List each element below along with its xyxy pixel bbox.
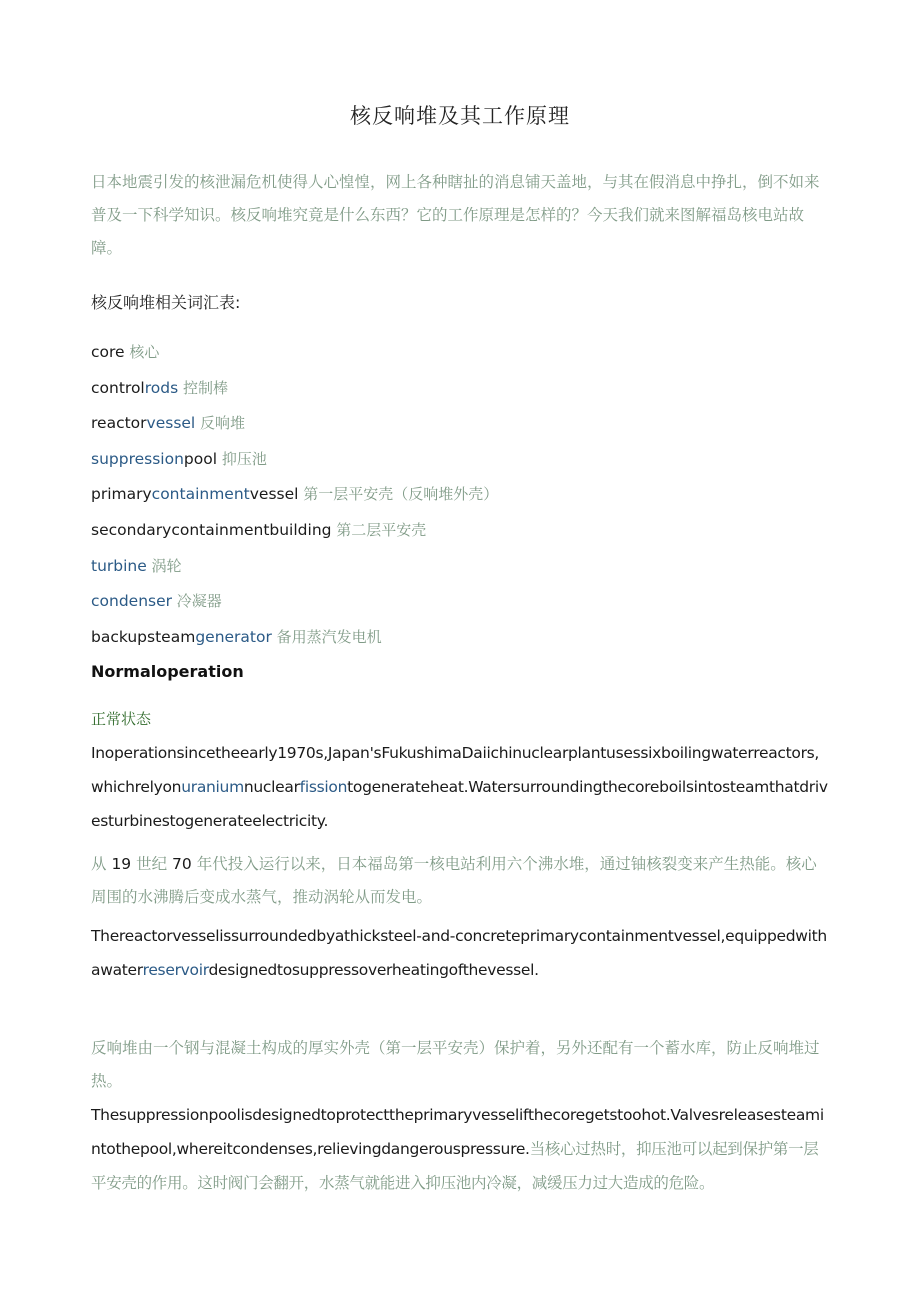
vocab-term: vessel bbox=[249, 485, 299, 503]
vocab-term: core bbox=[91, 343, 125, 361]
paragraph-cn-1 bbox=[91, 848, 829, 914]
vocab-item-secondary-containment bbox=[91, 520, 829, 540]
vocab-term: primary bbox=[91, 485, 152, 503]
section-heading-en: Normaloperation bbox=[91, 662, 244, 681]
vocab-item-condenser bbox=[91, 591, 829, 611]
text-run: 世纪 bbox=[136, 855, 168, 873]
text-run-cn: 当核心过热时，抑压池可以起到保护第一层平安壳的作用。这时阀门会翻开，水蒸气就能进入抑压池内冷凝，减缓压力过大造成的危险。 bbox=[91, 1140, 819, 1192]
text-run-number: 19 bbox=[106, 855, 137, 873]
vocab-item-reactor-vessel bbox=[91, 413, 829, 433]
vocab-term: pool bbox=[183, 450, 218, 468]
vocab-translation: 备用蒸汽发电机 bbox=[271, 628, 382, 646]
text-run: 年代投入运行以来，日本福岛第一核电站利用六个沸水堆，通过铀核裂变来产生热能。核心周围的水沸腾后变成水蒸气，推动涡轮从而发电。 bbox=[91, 855, 817, 906]
text-run: 从 bbox=[91, 855, 107, 873]
vocab-item-backup-generator bbox=[91, 627, 829, 647]
text-run: Thereactorvesselissurroundedbyathicksteel-and-concreteprimarycontainmentvessel,equippedwithawater bbox=[91, 927, 827, 979]
vocab-item-primary-containment-vessel bbox=[91, 484, 829, 504]
text-run: nuclear bbox=[243, 778, 300, 796]
vocab-heading: 核反响堆相关词汇表: bbox=[91, 293, 241, 312]
vocab-translation: 核心 bbox=[124, 343, 160, 361]
page-title: 核反响堆及其工作原理 bbox=[350, 104, 570, 128]
vocab-term: secondarycontainmentbuilding bbox=[91, 521, 332, 539]
paragraph-mixed-3 bbox=[91, 1098, 829, 1200]
paragraph-en-2 bbox=[91, 919, 829, 987]
text-run: togenerateheat.Watersurroundingthecoreboilsintosteamthatdrivesturbinestogenerateelectricity. bbox=[91, 778, 828, 830]
paragraph-cn-2: 反响堆由一个钢与混凝土构成的厚实外壳（第一层平安壳）保护着，另外还配有一个蓄水库，防止反响堆过热。 bbox=[91, 1039, 820, 1090]
vocab-term-highlight: turbine bbox=[91, 557, 147, 575]
vocab-item-suppression-pool bbox=[91, 449, 829, 469]
vocab-term-highlight: condenser bbox=[91, 592, 173, 610]
vocab-item-turbine bbox=[91, 556, 829, 576]
vocab-term-highlight: containment bbox=[151, 485, 250, 503]
text-run: Thesuppressionpoolisdesignedtoprotecttheprimaryvesselifthecoregetstoohot.Valvesreleasesteamintothepool,whereitcondenses,relievingdangerouspressure. bbox=[91, 1106, 824, 1158]
vocab-item-control-rods bbox=[91, 378, 829, 398]
vocab-translation: 第二层平安壳 bbox=[331, 521, 427, 539]
vocab-term-highlight: generator bbox=[195, 628, 272, 646]
vocab-term-highlight: suppression bbox=[91, 450, 184, 468]
vocab-term: reactor bbox=[91, 414, 147, 432]
vocab-translation: 冷凝器 bbox=[172, 592, 222, 610]
vocab-item-core bbox=[91, 342, 829, 362]
intro-paragraph: 日本地震引发的核泄漏危机使得人心惶惶，网上各种瞎扯的消息铺天盖地，与其在假消息中挣扎，倒不如来普及一下科学知识。核反响堆究竟是什么东西？它的工作原理是怎样的？今天我们就来图解福岛核电站故障。 bbox=[91, 173, 820, 257]
text-run: designedtosuppressoverheatingofthevessel. bbox=[208, 961, 539, 979]
text-run-highlight: reservoir bbox=[142, 961, 209, 979]
vocab-translation: 第一层平安壳（反响堆外壳） bbox=[298, 485, 499, 503]
vocab-translation: 反响堆 bbox=[195, 414, 246, 432]
vocab-translation: 控制棒 bbox=[178, 379, 228, 397]
text-run-highlight: fission bbox=[299, 778, 348, 796]
section-heading-cn: 正常状态 bbox=[91, 710, 152, 728]
vocab-term: backupsteam bbox=[91, 628, 196, 646]
text-run: Inoperationsincetheearly1970s,Japan'sFukushimaDaiichinuclearplantusessixboilingwaterreactors,whichrelyon bbox=[91, 744, 820, 796]
vocab-term-highlight: rods bbox=[144, 379, 179, 397]
text-run-highlight: uranium bbox=[181, 778, 244, 796]
vocab-translation: 涡轮 bbox=[146, 557, 182, 575]
vocab-term: control bbox=[91, 379, 145, 397]
vocab-translation: 抑压池 bbox=[217, 450, 267, 468]
paragraph-en-1 bbox=[91, 736, 829, 838]
vocab-term-highlight: vessel bbox=[146, 414, 196, 432]
text-run-number: 70 bbox=[167, 855, 197, 873]
